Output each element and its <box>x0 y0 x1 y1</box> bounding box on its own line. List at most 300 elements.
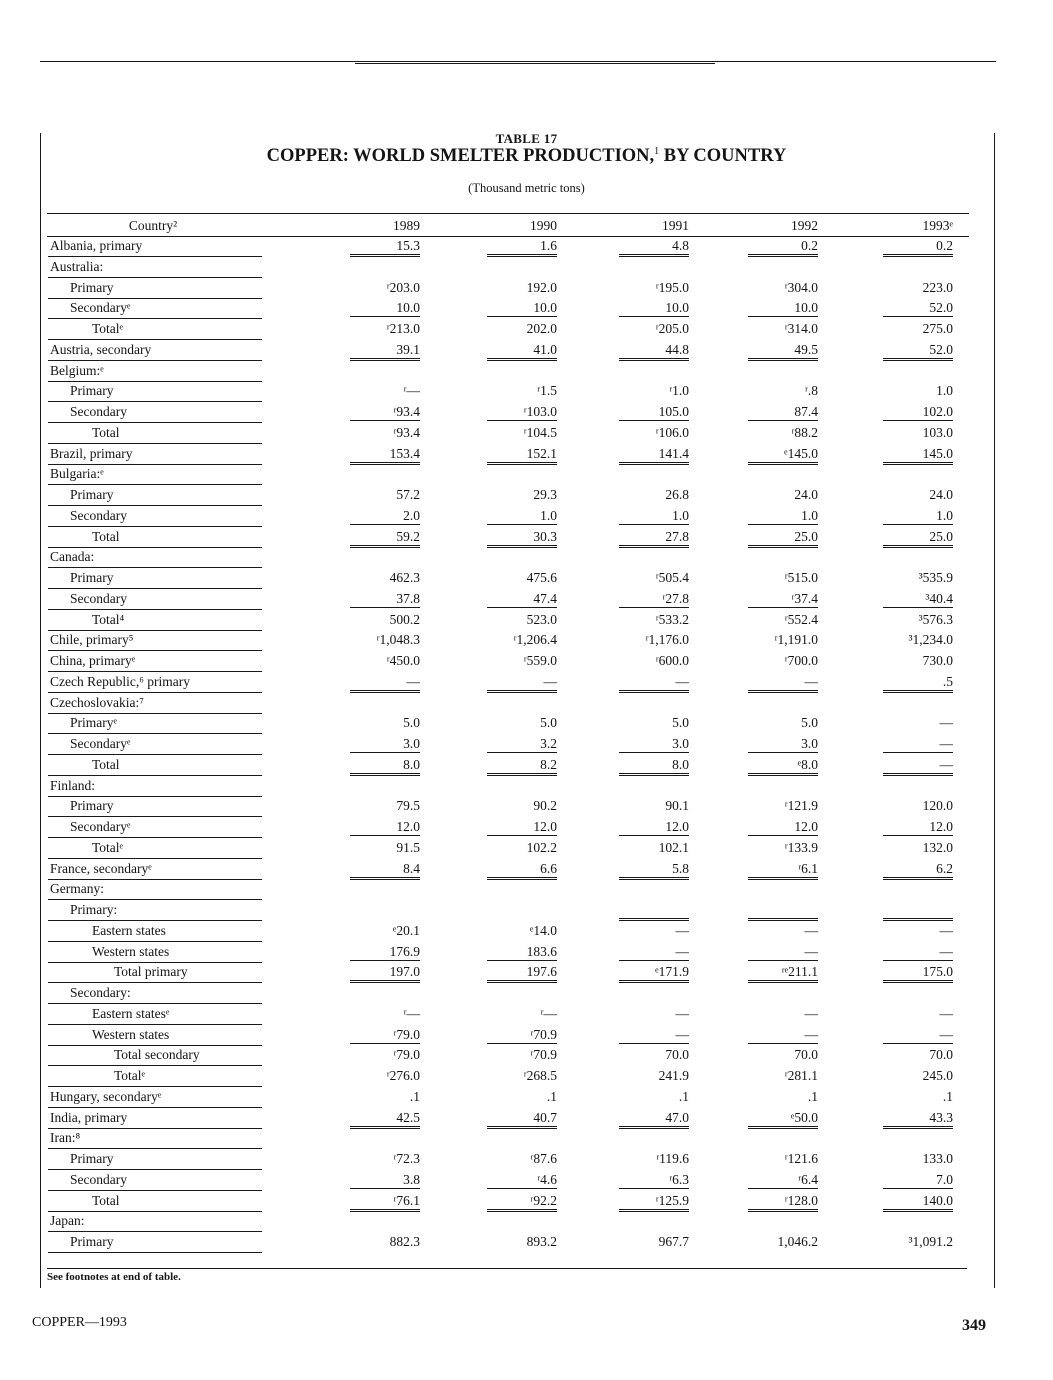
table-cell: 49.5 <box>748 342 818 361</box>
table-cell: 102.1 <box>658 839 689 855</box>
row-label <box>48 1213 262 1232</box>
table-cell: ʳ128.0 <box>748 1193 818 1212</box>
table-cell: 26.8 <box>665 487 689 502</box>
table-cell: ʳ— <box>403 1005 420 1021</box>
table-cell: .1 <box>807 1088 818 1104</box>
title-footnote-mark: 1 <box>654 146 660 157</box>
table-cell: ʳ119.6 <box>656 1151 689 1166</box>
row-label-text: Total <box>48 1193 262 1212</box>
table-cell: 133.0 <box>922 1151 953 1166</box>
table-cell: 47.0 <box>619 1110 689 1129</box>
table-cell: 141.4 <box>619 446 689 465</box>
table-cell: — <box>804 922 818 938</box>
table-cell: 140.0 <box>883 1193 953 1212</box>
table-cell: — <box>619 1027 689 1044</box>
year-header: 1992 <box>791 218 818 233</box>
table-cell: 5.0 <box>672 715 689 731</box>
table-cell: 8.4 <box>350 861 420 880</box>
table-cell: — <box>939 715 953 731</box>
row-label <box>48 529 262 548</box>
table-cell: — <box>883 944 953 961</box>
row-label-text: Secondary <box>48 508 262 527</box>
table-cell: ʳ195.0 <box>655 279 689 295</box>
table-cell: 3.8 <box>350 1172 420 1189</box>
table-cell: 7.0 <box>883 1172 953 1189</box>
row-label <box>48 1172 262 1191</box>
table-cell: — <box>675 1005 689 1021</box>
table-cell: 102.0 <box>883 404 953 421</box>
row-label-text: Chile, primary⁵ <box>48 632 262 651</box>
table-cell: 59.2 <box>350 529 420 548</box>
table-cell: 0.2 <box>748 238 818 257</box>
row-label <box>48 1193 262 1212</box>
row-label <box>48 300 262 319</box>
row-label <box>48 238 262 257</box>
table-cell: 202.0 <box>526 321 557 336</box>
row-label <box>48 404 262 423</box>
table-cell: 192.0 <box>526 279 557 295</box>
table-cell: 145.0 <box>883 446 953 465</box>
table-cell <box>883 902 953 921</box>
table-cell: ʳ— <box>403 383 420 399</box>
table-cell: 57.2 <box>396 487 420 502</box>
table-cell: 3.2 <box>487 736 557 753</box>
row-label-text: Eastern statesᵉ <box>48 1006 262 1025</box>
table-cell: 5.0 <box>801 715 818 731</box>
row-label <box>48 280 262 299</box>
table-cell: 10.0 <box>487 300 557 317</box>
table-cell: 12.0 <box>883 819 953 836</box>
table-cell: ʳ70.9 <box>487 1027 557 1044</box>
table-cell: ʳ87.6 <box>530 1151 557 1166</box>
row-label <box>48 1234 262 1253</box>
row-label <box>48 1110 262 1129</box>
row-label-text: Secondaryᵉ <box>48 819 262 838</box>
table-cell: 175.0 <box>883 964 953 983</box>
row-label-text: Australia: <box>48 259 262 278</box>
row-label-text: Primary <box>48 280 262 299</box>
table-number: TABLE 17 <box>495 131 558 146</box>
table-cell: ʳ533.2 <box>655 611 689 627</box>
row-label-text: Primaryᵉ <box>48 715 262 734</box>
row-label-text: Primary: <box>48 902 262 921</box>
row-label <box>48 612 262 631</box>
table-cell: 1.0 <box>936 383 953 399</box>
table-cell: ᵉ171.9 <box>619 964 689 983</box>
running-footer: COPPER—1993 <box>32 1315 127 1330</box>
table-cell: 8.0 <box>619 757 689 776</box>
table-cell: 523.0 <box>526 611 557 627</box>
table-cell: 105.0 <box>619 404 689 421</box>
table-cell: 730.0 <box>922 653 953 668</box>
row-label-text: Czechoslovakia:⁷ <box>48 695 262 714</box>
row-label <box>48 466 262 485</box>
table-cell: — <box>883 1027 953 1044</box>
row-label-text: Germany: <box>48 881 262 900</box>
table-cell: ʳ276.0 <box>386 1068 420 1083</box>
row-label-text: Brazil, primary <box>48 446 262 465</box>
table-cell: .5 <box>883 674 953 693</box>
table-cell: ʳ125.9 <box>619 1193 689 1212</box>
table-cell: 29.3 <box>533 487 557 502</box>
table-cell: ᵉ50.0 <box>748 1110 818 1129</box>
table-cell: ʳ93.4 <box>393 424 420 440</box>
row-label <box>48 1151 262 1170</box>
table-cell: ʳ79.0 <box>393 1047 420 1063</box>
table-cell: 153.4 <box>350 446 420 465</box>
row-label-text: Secondary <box>48 591 262 610</box>
year-header: 1993ᵉ <box>922 218 953 233</box>
table-cell: ʳ6.1 <box>748 861 818 880</box>
table-cell: ʳ.8 <box>804 383 818 399</box>
row-label <box>48 591 262 610</box>
table-cell: 183.6 <box>487 944 557 961</box>
table-cell: 1.0 <box>619 508 689 525</box>
table-cell: .1 <box>409 1088 420 1104</box>
table-cell: 70.0 <box>929 1047 953 1063</box>
table-top-rule <box>47 213 969 214</box>
top-rule <box>40 61 996 62</box>
row-label <box>48 383 262 402</box>
table-cell: 3.0 <box>619 736 689 753</box>
table-cell: 275.0 <box>922 321 953 336</box>
row-label <box>48 798 262 817</box>
row-label <box>48 1130 262 1149</box>
table-cell: ʳ304.0 <box>784 279 818 295</box>
row-label <box>48 259 262 278</box>
table-cell: ʳ1,206.4 <box>513 632 557 648</box>
table-subtitle: (Thousand metric tons) <box>468 181 585 195</box>
table-cell: 245.0 <box>922 1068 953 1083</box>
table-cell: — <box>883 757 953 776</box>
table-cell: 44.8 <box>619 342 689 361</box>
table-cell: ʳ133.9 <box>784 839 818 855</box>
table-cell <box>619 902 689 921</box>
footnote-note: See footnotes at end of table. <box>47 1271 181 1283</box>
table-cell: ʳ505.4 <box>655 570 689 585</box>
row-label <box>48 653 262 672</box>
table-cell: — <box>619 674 689 693</box>
table-cell: 41.0 <box>487 342 557 361</box>
table-cell: — <box>748 944 818 961</box>
row-label-text: Czech Republic,⁶ primary <box>48 674 262 693</box>
row-label-text: China, primaryᵉ <box>48 653 262 672</box>
row-label <box>48 1068 262 1087</box>
page-number: 349 <box>962 1317 986 1334</box>
row-label <box>48 508 262 527</box>
table-cell: ʳ600.0 <box>655 653 689 668</box>
table-cell: 79.5 <box>396 798 420 814</box>
table-cell: — <box>487 674 557 693</box>
row-label-text: Belgium:ᵉ <box>48 363 262 382</box>
row-label <box>48 715 262 734</box>
table-cell: 5.0 <box>403 715 420 731</box>
row-label-text: Secondaryᵉ <box>48 736 262 755</box>
row-label <box>48 736 262 755</box>
table-cell: ʳ6.3 <box>619 1172 689 1189</box>
table-cell: 5.0 <box>540 715 557 731</box>
right-margin-bar <box>994 133 995 1288</box>
row-label <box>48 1089 262 1108</box>
table-cell: 3.0 <box>748 736 818 753</box>
table-cell: 882.3 <box>389 1234 420 1249</box>
table-cell: 197.0 <box>350 964 420 983</box>
row-label-text: Eastern states <box>48 923 262 942</box>
table-cell: 91.5 <box>396 839 420 855</box>
table-cell: ʳ268.5 <box>523 1068 557 1083</box>
table-cell: ʳ106.0 <box>655 424 689 440</box>
table-bottom-rule <box>47 1268 967 1269</box>
table-cell: 37.8 <box>350 591 420 608</box>
row-label <box>48 861 262 880</box>
table-cell: ʳ1.5 <box>537 383 557 399</box>
table-cell: ʳ88.2 <box>791 424 818 440</box>
table-title <box>0 146 1053 167</box>
table-cell: 25.0 <box>748 529 818 548</box>
table-cell: 8.0 <box>350 757 420 776</box>
table-cell: 500.2 <box>389 611 420 627</box>
row-label-text: Total <box>48 529 262 548</box>
row-label <box>48 321 262 340</box>
table-cell: ʳ6.4 <box>748 1172 818 1189</box>
table-cell: 12.0 <box>619 819 689 836</box>
row-label-text: Primary <box>48 487 262 506</box>
table-cell: 12.0 <box>350 819 420 836</box>
row-label <box>48 1047 262 1066</box>
row-label <box>48 632 262 651</box>
row-label-text: Hungary, secondaryᵉ <box>48 1089 262 1108</box>
row-label <box>48 881 262 900</box>
row-label <box>48 549 262 568</box>
table-cell: — <box>748 1027 818 1044</box>
table-cell: ʳ— <box>540 1005 557 1021</box>
table-cell: ʳ314.0 <box>784 321 818 336</box>
table-cell: 8.2 <box>487 757 557 776</box>
table-cell: ʳ203.0 <box>386 279 420 295</box>
table-cell: ʳ93.4 <box>350 404 420 421</box>
table-cell: 6.2 <box>883 861 953 880</box>
row-label-text: Total <box>48 757 262 776</box>
table-cell: 24.0 <box>794 487 818 502</box>
table-cell: 47.4 <box>487 591 557 608</box>
row-label-text: Totalᵉ <box>48 840 262 859</box>
row-label <box>48 570 262 589</box>
row-label-text: Total secondary <box>48 1047 262 1066</box>
table-cell: ʳ1,191.0 <box>774 632 818 648</box>
table-cell: ʳ515.0 <box>784 570 818 585</box>
table-cell: 1,046.2 <box>777 1234 818 1249</box>
table-cell: ᵉ14.0 <box>529 922 557 938</box>
header-bottom-rule <box>47 236 969 237</box>
table-cell: 967.7 <box>658 1234 689 1249</box>
row-label-text: Primary <box>48 798 262 817</box>
table-cell: 12.0 <box>487 819 557 836</box>
table-cell: ʳ1,176.0 <box>645 632 689 648</box>
row-label-text: India, primary <box>48 1110 262 1129</box>
row-label-text: Total⁴ <box>48 612 262 631</box>
row-label-text: Totalᵉ <box>48 321 262 340</box>
row-label <box>48 778 262 797</box>
table-cell: 120.0 <box>922 798 953 814</box>
table-cell: ʳ1,048.3 <box>376 632 420 648</box>
table-cell: ³535.9 <box>918 570 953 585</box>
table-cell: ʳ559.0 <box>523 653 557 668</box>
table-cell: — <box>350 674 420 693</box>
table-cell: 223.0 <box>922 279 953 295</box>
row-label <box>48 425 262 444</box>
table-cell: ʳ92.2 <box>487 1193 557 1212</box>
table-cell: 52.0 <box>883 300 953 317</box>
row-label <box>48 446 262 465</box>
title-tail: BY COUNTRY <box>659 146 787 167</box>
table-cell: 4.8 <box>619 238 689 257</box>
row-label-text: Secondary <box>48 404 262 423</box>
table-cell: 70.0 <box>794 1047 818 1063</box>
table-cell: 12.0 <box>748 819 818 836</box>
table-cell: 24.0 <box>929 487 953 502</box>
left-margin-bar <box>40 133 41 1288</box>
row-label <box>48 840 262 859</box>
table-cell: 1.6 <box>487 238 557 257</box>
table-cell: 10.0 <box>748 300 818 317</box>
row-label-text: Finland: <box>48 778 262 797</box>
table-cell: 176.9 <box>350 944 420 961</box>
table-cell: 5.8 <box>619 861 689 880</box>
row-label-text: Totalᵉ <box>48 1068 262 1087</box>
row-label-text: Iran:⁸ <box>48 1130 262 1149</box>
table-cell: 70.0 <box>665 1047 689 1063</box>
row-label <box>48 902 262 921</box>
table-cell: 462.3 <box>389 570 420 585</box>
row-label <box>48 819 262 838</box>
row-label-text: Primary <box>48 1234 262 1253</box>
table-cell: — <box>939 922 953 938</box>
table-cell: ʳ1.0 <box>669 383 689 399</box>
table-cell: 40.7 <box>487 1110 557 1129</box>
table-cell: — <box>619 944 689 961</box>
table-cell: 90.1 <box>665 798 689 814</box>
title-main: COPPER: WORLD SMELTER PRODUCTION, <box>266 146 655 167</box>
table-cell: ʳ552.4 <box>784 611 818 627</box>
table-cell: ʳ205.0 <box>655 321 689 336</box>
table-cell: — <box>883 736 953 753</box>
row-label-text: Western states <box>48 1027 262 1046</box>
row-label-text: Japan: <box>48 1213 262 1232</box>
row-label-text: Albania, primary <box>48 238 262 257</box>
row-label <box>48 985 262 1004</box>
row-label-text: Primary <box>48 570 262 589</box>
table-cell: 30.3 <box>487 529 557 548</box>
table-cell: ʳ104.5 <box>523 424 557 440</box>
table-cell: 893.2 <box>526 1234 557 1249</box>
table-cell: ʳ121.9 <box>784 798 818 814</box>
table-cell: — <box>675 922 689 938</box>
table-cell: 10.0 <box>350 300 420 317</box>
table-cell: ᵉ20.1 <box>392 922 420 938</box>
row-label-text: France, secondaryᵉ <box>48 861 262 880</box>
table-cell: ³576.3 <box>918 611 953 627</box>
row-label-text: Western states <box>48 944 262 963</box>
table-cell: ʳ4.6 <box>487 1172 557 1189</box>
table-cell: ʳ79.0 <box>350 1027 420 1044</box>
table-cell: 197.6 <box>487 964 557 983</box>
row-label-text: Canada: <box>48 549 262 568</box>
table-cell: 1.0 <box>883 508 953 525</box>
table-cell: 87.4 <box>748 404 818 421</box>
table-cell: ʳ281.1 <box>784 1068 818 1083</box>
table-cell: 3.0 <box>350 736 420 753</box>
row-label-text: Secondary: <box>48 985 262 1004</box>
table-cell: 6.6 <box>487 861 557 880</box>
row-label <box>48 944 262 963</box>
row-label-text: Total primary <box>48 964 262 983</box>
table-cell: 90.2 <box>533 798 557 814</box>
table-cell: 52.0 <box>883 342 953 361</box>
table-cell: 25.0 <box>883 529 953 548</box>
row-label-text: Primary <box>48 1151 262 1170</box>
table-cell: .1 <box>942 1088 953 1104</box>
table-cell: — <box>804 1005 818 1021</box>
table-cell: 43.3 <box>883 1110 953 1129</box>
row-label <box>48 1006 262 1025</box>
table-cell: 15.3 <box>350 238 420 257</box>
table-cell: 103.0 <box>922 424 953 440</box>
table-cell: — <box>939 1005 953 1021</box>
year-header: 1990 <box>530 218 557 233</box>
table-cell: 1.0 <box>487 508 557 525</box>
table-cell: 0.2 <box>883 238 953 257</box>
table-cell: 1.0 <box>748 508 818 525</box>
table-cell: ʳ27.8 <box>619 591 689 608</box>
row-label <box>48 674 262 693</box>
country-column-header: Country² <box>128 218 178 233</box>
table-cell: ʳ70.9 <box>530 1047 557 1063</box>
table-cell: ³40.4 <box>883 591 953 608</box>
table-cell: ʳ76.1 <box>350 1193 420 1212</box>
table-cell: 241.9 <box>658 1068 689 1083</box>
table-cell: 132.0 <box>922 839 953 855</box>
table-cell: 27.8 <box>619 529 689 548</box>
row-label <box>48 363 262 382</box>
table-cell: ᵉ145.0 <box>748 446 818 465</box>
table-cell: 475.6 <box>526 570 557 585</box>
table-cell: ³1,234.0 <box>908 632 953 648</box>
row-label <box>48 757 262 776</box>
table-cell: ³1,091.2 <box>908 1234 953 1249</box>
row-label-text: Austria, secondary <box>48 342 262 361</box>
table-cell: ʳ37.4 <box>748 591 818 608</box>
table-cell <box>748 902 818 921</box>
row-label-text: Secondaryᵉ <box>48 300 262 319</box>
table-cell: 2.0 <box>350 508 420 525</box>
table-cell: 152.1 <box>487 446 557 465</box>
table-cell: ʳ700.0 <box>784 653 818 668</box>
table-cell: ʳ450.0 <box>386 653 420 668</box>
table-cell: .1 <box>546 1088 557 1104</box>
table-cell: ʳ103.0 <box>487 404 557 421</box>
year-header: 1989 <box>393 218 420 233</box>
table-cell: .1 <box>678 1088 689 1104</box>
row-label-text: Primary <box>48 383 262 402</box>
table-cell: ʳ213.0 <box>386 321 420 336</box>
row-label <box>48 695 262 714</box>
table-cell: 42.5 <box>350 1110 420 1129</box>
year-header: 1991 <box>662 218 689 233</box>
table-cell: 10.0 <box>619 300 689 317</box>
row-label-text: Total <box>48 425 262 444</box>
table-cell: ʳ72.3 <box>393 1151 420 1166</box>
row-label-text: Secondary <box>48 1172 262 1191</box>
